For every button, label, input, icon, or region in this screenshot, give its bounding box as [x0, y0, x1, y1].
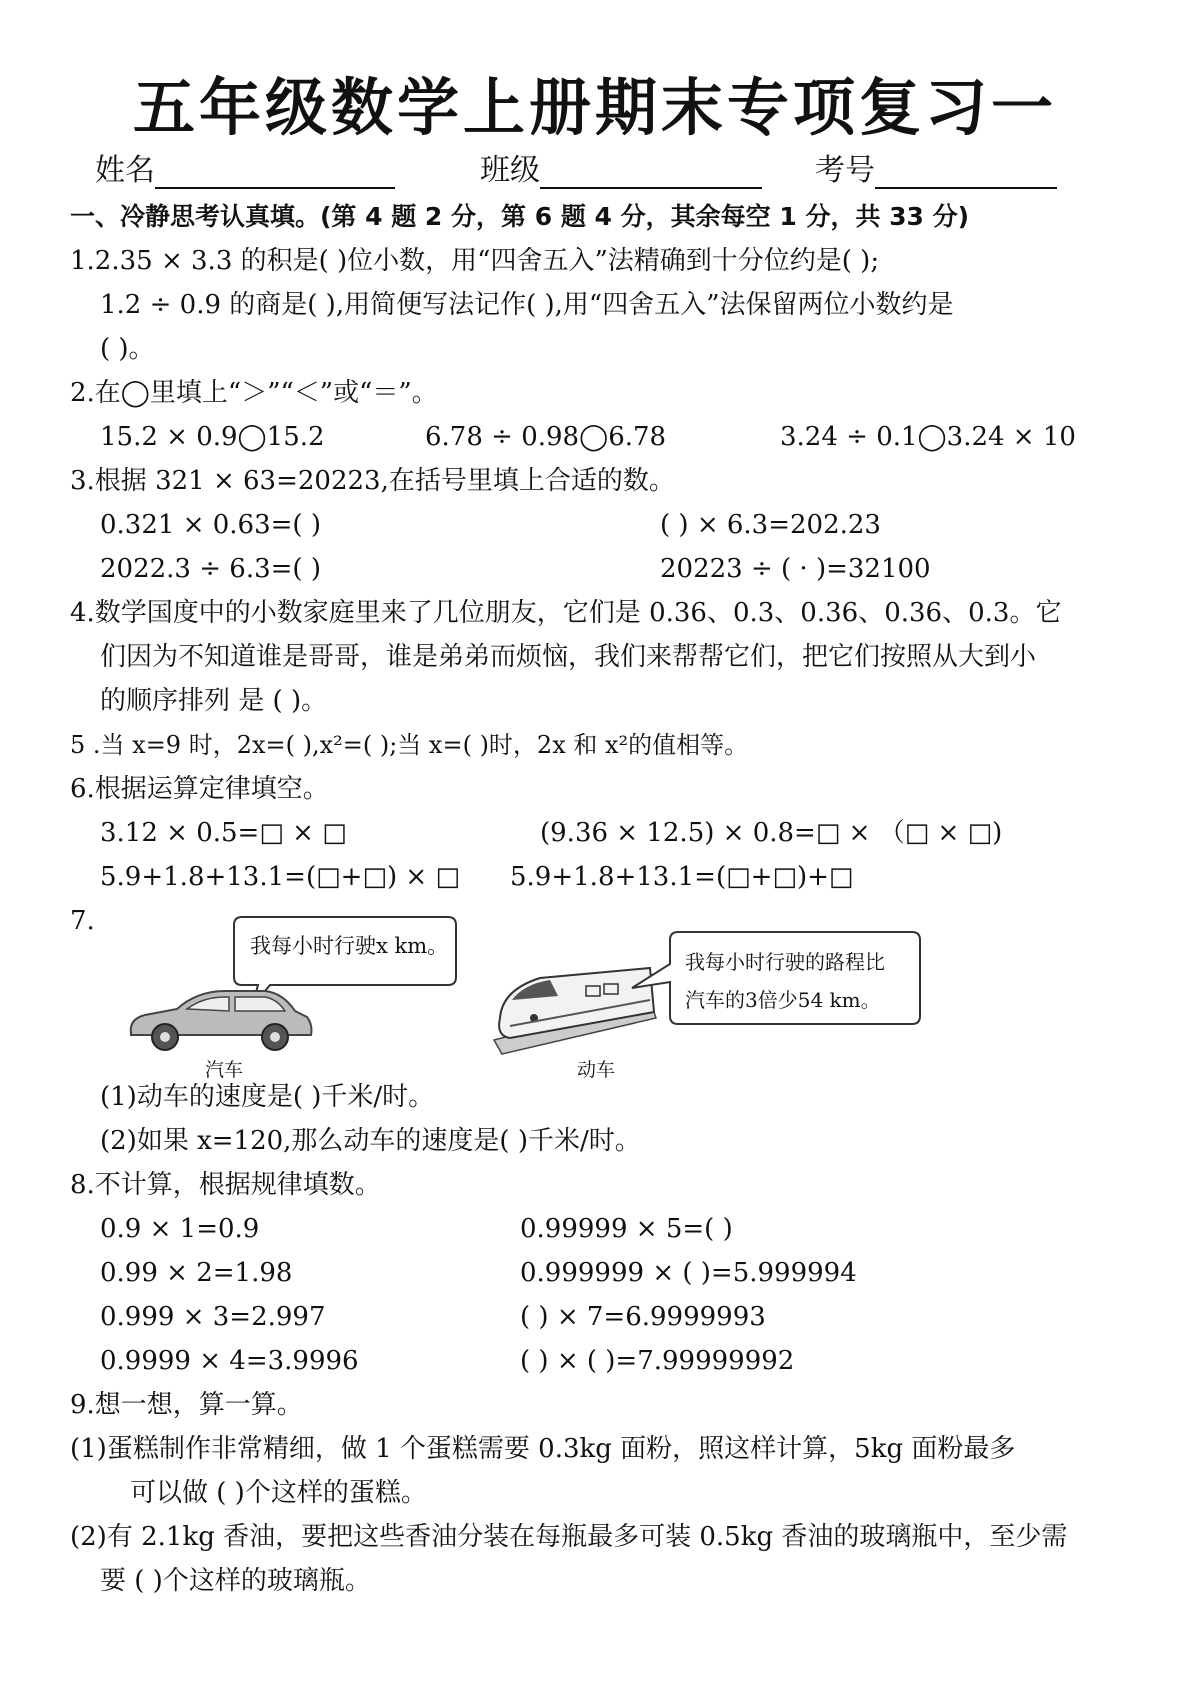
q8-left: 0.99 × 2=1.98 [100, 1258, 293, 1288]
q8-left: 0.999 × 3=2.997 [100, 1302, 326, 1332]
q4-line-2: 们因为不知道谁是哥哥，谁是弟弟而烦恼，我们来帮帮它们，把它们按照从大到小 [100, 642, 1037, 672]
q7-sub-2: (2)如果 x=120,那么动车的速度是( )千米/时。 [100, 1126, 641, 1156]
q8-right: ( ) × 7=6.9999993 [520, 1302, 766, 1332]
q6-item: 5.9+1.8+13.1=(□+□) × □ [100, 862, 461, 892]
q8-row [100, 1295, 1100, 1339]
q2-stem: 2.在◯里填上“＞”“＜”或“＝”。 [70, 378, 438, 408]
car-label: 汽车 [205, 1059, 244, 1081]
q9-part-1-line-1: (1)蛋糕制作非常精细，做 1 个蛋糕需要 0.3kg 面粉，照这样计算，5kg 面粉最多 [70, 1434, 1016, 1464]
q8-row [100, 1251, 1100, 1295]
q8-row [100, 1339, 1100, 1383]
number-label: 考号 [815, 153, 875, 188]
train-speech-bubble [630, 930, 925, 1030]
page-title: 五年级数学上册期末专项复习一 [132, 71, 1057, 144]
q6-item: 3.12 × 0.5=□ × □ [100, 818, 347, 848]
train-bubble-text-1: 我每小时行驶的路程比 [685, 950, 885, 974]
q1-line-1: 1.2.35 × 3.3 的积是( )位小数，用“四舍五入”法精确到十分位约是( ); [70, 246, 880, 276]
q6-row-2 [100, 855, 1100, 899]
q6-row-1 [100, 811, 1100, 855]
student-info [95, 145, 1095, 189]
q1-line-3: ( )。 [100, 334, 155, 364]
q8-right: 0.999999 × ( )=5.999994 [520, 1258, 857, 1288]
q6-item: (9.36 × 12.5) × 0.8=□ × （□ × □) [540, 818, 1003, 848]
train-bubble-text-2: 汽车的3倍少54 km。 [685, 988, 881, 1012]
q2-item: 15.2 × 0.9◯15.2 [100, 422, 325, 452]
q2-items [100, 415, 1100, 459]
q4-line-1: 4.数学国度中的小数家庭里来了几位朋友，它们是 0.36、0.3、0.36、0.36、0.3。它 [70, 598, 1062, 628]
car-icon [125, 985, 315, 1055]
q8-right: ( ) × ( )=7.99999992 [520, 1346, 795, 1376]
q6-stem: 6.根据运算定律填空。 [70, 774, 329, 804]
q3-item: ( ) × 6.3=202.23 [660, 510, 881, 540]
q9-part-1-line-2: 可以做 ( )个这样的蛋糕。 [130, 1478, 427, 1508]
q8-right: 0.99999 × 5=( ) [520, 1214, 733, 1244]
name-field[interactable] [95, 145, 395, 189]
q9-part-2-line-2: 要 ( )个这样的玻璃瓶。 [100, 1566, 371, 1596]
q3-row-1 [100, 503, 1100, 547]
number-field[interactable] [815, 145, 1057, 189]
q8-row [100, 1207, 1100, 1251]
q9-part-2-line-1: (2)有 2.1kg 香油，要把这些香油分装在每瓶最多可装 0.5kg 香油的玻璃瓶中，至少需 [70, 1522, 1068, 1552]
q2-item: 3.24 ÷ 0.1◯3.24 × 10 [780, 422, 1076, 452]
section-heading: 一、冷静思考认真填。(第 4 题 2 分，第 6 题 4 分，其余每空 1 分，共 33 分) [70, 202, 970, 231]
car-bubble-text: 我每小时行驶x km。 [250, 934, 449, 958]
class-field[interactable] [480, 145, 762, 189]
q8-left: 0.9 × 1=0.9 [100, 1214, 260, 1244]
q9-stem: 9.想一想，算一算。 [70, 1390, 303, 1420]
q7-sub-1: (1)动车的速度是( )千米/时。 [100, 1082, 435, 1112]
q4-line-3: 的顺序排列 是 ( )。 [100, 686, 328, 716]
q3-item: 2022.3 ÷ 6.3=( ) [100, 554, 321, 584]
q1-line-2: 1.2 ÷ 0.9 的商是( ),用简便写法记作( ),用“四舍五入”法保留两位小数约是 [100, 290, 954, 320]
q2-item: 6.78 ÷ 0.98◯6.78 [425, 422, 667, 452]
q5: 5 .当 x=9 时，2x=( ),x²=( );当 x=( )时，2x 和 x²的值相等。 [70, 731, 749, 759]
q3-row-2 [100, 547, 1100, 591]
q8-left: 0.9999 × 4=3.9996 [100, 1346, 359, 1376]
class-label: 班级 [480, 153, 540, 188]
q7-number: 7. [70, 906, 95, 936]
q8-stem: 8.不计算，根据规律填数。 [70, 1170, 381, 1200]
name-label: 姓名 [95, 153, 155, 188]
train-label: 动车 [577, 1059, 616, 1081]
q3-item: 0.321 × 0.63=( ) [100, 510, 321, 540]
q3-stem: 3.根据 321 × 63=20223,在括号里填上合适的数。 [70, 466, 675, 496]
q6-item: 5.9+1.8+13.1=(□+□)+□ [510, 862, 854, 892]
q3-item: 20223 ÷ ( · )=32100 [660, 554, 931, 584]
